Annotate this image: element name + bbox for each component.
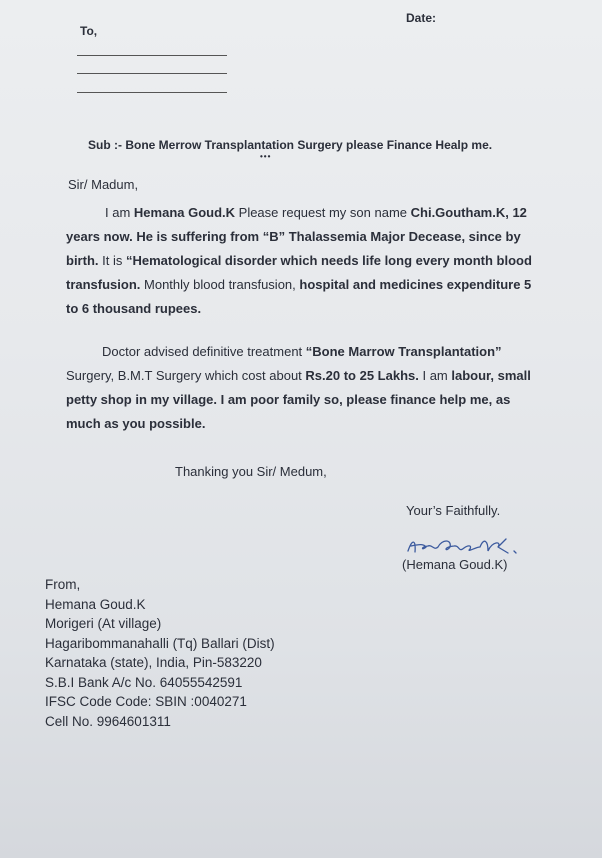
subject-dots: •••: [260, 152, 272, 161]
para2-line-3: petty shop in my village. I am poor family so, please finance help me, as: [66, 392, 511, 407]
para1-text: It is: [102, 253, 126, 268]
para2-line-1: [66, 340, 541, 364]
para1-text: hospital and medicines expenditure 5: [299, 277, 532, 292]
para2-line-4: much as you possible.: [66, 416, 206, 431]
address-line-2: [77, 73, 227, 74]
cell-number: Cell No. 9964601311: [45, 713, 171, 729]
para2-text: Surgery, B.M.T Surgery which cost about: [66, 368, 306, 383]
date-label: Date:: [406, 11, 437, 25]
para2-text: I am: [418, 368, 452, 383]
to-label: To,: [80, 24, 98, 38]
para1-text: birth.: [66, 253, 103, 268]
from-taluk: Hagaribommanahalli (Tq) Ballari (Dist): [45, 635, 275, 651]
address-line-1: [77, 55, 227, 56]
from-village: Morigeri (At village): [45, 616, 162, 631]
address-line-3: [77, 92, 227, 93]
para1-text: “Hematological disorder which needs life long every month blood: [125, 253, 532, 268]
para2-text: labour, small: [451, 368, 531, 383]
para1-line-4: [66, 273, 541, 297]
son-name: Chi.Goutham.K, 12: [410, 205, 527, 220]
paragraph-1: [66, 201, 541, 321]
subject-line: Sub :- Bone Merrow Transplantation Surgery please Finance Healp me.: [88, 138, 493, 152]
para2-text: Rs.20 to 25 Lakhs.: [305, 368, 419, 383]
from-name: Hemana Goud.K: [45, 596, 146, 612]
para1-text: transfusion.: [66, 277, 141, 292]
from-label: From,: [45, 577, 81, 592]
para1-text: I am: [105, 205, 134, 220]
from-state: Karnataka (state), India, Pin-583220: [45, 655, 262, 670]
yours-faithfully: Your’s Faithfully.: [406, 503, 501, 518]
para2-line-2: [66, 364, 541, 388]
from-address-block: [45, 577, 275, 733]
salutation: Sir/ Madum,: [68, 177, 139, 192]
bank-account: S.B.I Bank A/c No. 64055542591: [45, 674, 243, 690]
parent-name: Hemana Goud.K: [133, 205, 236, 220]
para1-line-2: years now. He is suffering from “B” Thalassemia Major Decease, since by: [66, 229, 521, 244]
thanks-line: Thanking you Sir/ Medum,: [175, 464, 327, 479]
signature-scribble: [406, 535, 526, 557]
para1-text: Please request my son name: [235, 205, 411, 220]
para1-line-1: [66, 201, 541, 225]
para1-line-5: to 6 thousand rupees.: [66, 301, 202, 316]
paragraph-2: [66, 340, 541, 436]
ifsc-code: IFSC Code Code: SBIN :0040271: [45, 694, 247, 709]
para2-text: “Bone Marrow Transplantation”: [305, 344, 502, 359]
para1-line-3: [66, 249, 541, 273]
para1-text: Monthly blood transfusion,: [140, 277, 300, 292]
signature-name: (Hemana Goud.K): [402, 557, 508, 572]
para2-text: Doctor advised definitive treatment: [102, 344, 306, 359]
